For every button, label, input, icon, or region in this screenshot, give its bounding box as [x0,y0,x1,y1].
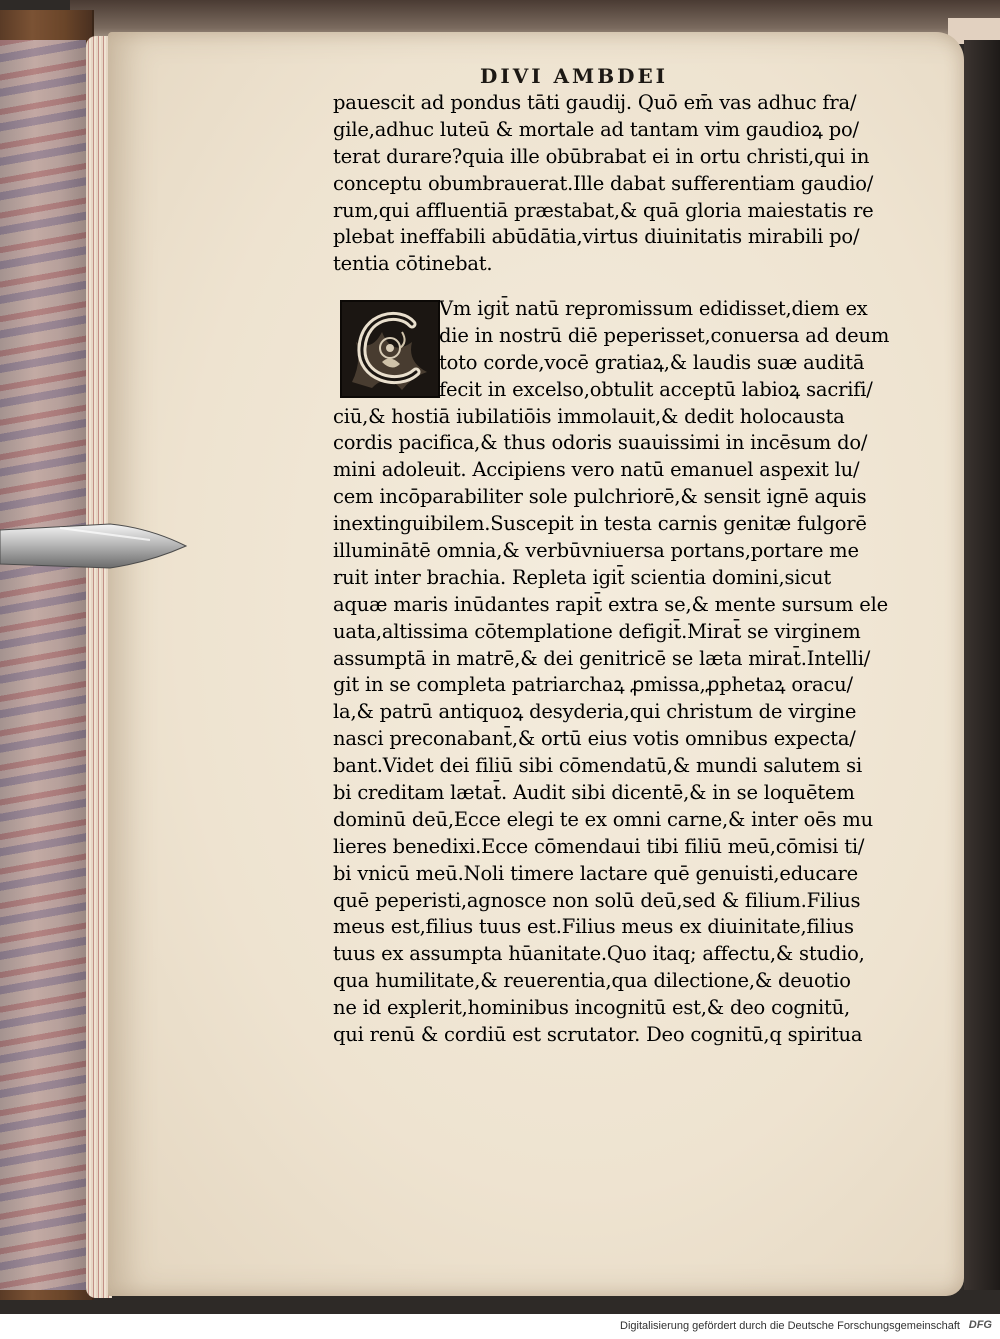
text-line: cem incōparabiliter sole pulchriorē,& sensit ignē aquis [333,485,867,509]
text-line: conceptu obumbrauerat.Ille dabat sufferentiam gaudio/ [333,171,874,195]
text-line: qui renū & cordiū est scrutator. Deo cognitū,q spiritua [333,1023,863,1047]
text-line: ne id explerit,hominibus incognitū est,& deo cognitū, [333,996,851,1020]
footer-credit: Digitalisierung gefördert durch die Deutsche Forschungsgemeinschaft [620,1320,960,1332]
text-line: toto corde,vocē gratiaꝝ,& laudis suæ auditā [439,350,865,374]
text-line: cordis pacifica,& thus odoris suauissimi in incēsum do/ [333,431,868,455]
text-line: pauescit ad pondus tāti gaudij. Quō em̄ vas adhuc fra/ [333,91,857,114]
text-line: die in nostrū diē peperisset,conuersa ad deum [439,323,890,347]
paragraph-2 [333,296,933,1049]
text-line: illuminātē omnia,& verbūvniuersa portans,portare me [333,539,859,563]
text-line: rum,qui affluentiā præstabat,& quā gloria maiestatis re [333,198,874,222]
text-line: tuus ex assumpta hūanitate.Quo itaq; affectu,& studio, [333,942,865,966]
text-line: assumptā in matrē,& dei genitricē se læta mirat̄.Intelli/ [333,646,871,670]
text-line: ciū,& hostiā iubilatiōis immolauit,& dedit holocausta [333,404,845,428]
marbled-endpaper [0,40,86,1290]
text-line: lieres benedixi.Ecce cōmendaui tibi filiū meū,cōmisi ti/ [333,834,865,858]
text-line: terat durare?quia ille obūbrabat ei in ortu christi,qui in [333,144,870,168]
text-line: tentia cōtinebat. [333,252,493,276]
book-pointer-clip-icon [0,520,190,572]
text-line: bant.Videt dei filiū sibi cōmendatū,& mundi salutem si [333,754,863,778]
text-line: bi creditam lætat̄. Audit sibi dicentē,& in se loquētem [333,781,855,805]
text-line: mini adoleuit. Accipiens vero natū emanuel aspexit lu/ [333,458,860,482]
digitization-footer [0,1314,1000,1339]
text-line: uata,altissima cōtemplatione defigit̄.Mirat̄ se virginem [333,619,861,643]
text-line: Vm igit̄ natū repromissum edidisset,diem ex [439,297,868,320]
page-shadow [964,40,1000,1290]
text-line: nasci preconabant̄,& ortū eius votis omnibus expecta/ [333,727,856,751]
paragraph-1 [333,90,933,278]
text-line: plebat ineffabili abūdātia,virtus diuinitatis mirabili po/ [333,225,860,249]
dfg-logo-icon: DFG [968,1319,992,1331]
text-line: qua humilitate,& reuerentia,qua dilectione,& deuotio [333,969,851,993]
running-head: DIVI AMBDEI [480,64,669,88]
text-line: gile,adhuc luteū & mortale ad tantam vim gaudioꝝ po/ [333,117,859,141]
text-line: bi vnicū meū.Noli timere lactare quē genuisti,educare [333,861,858,885]
text-line: dominū deū,Ecce elegi te ex omni carne,& inter oēs mu [333,807,873,831]
text-line: meus est,filius tuus est.Filius meus ex diuinitate,filius [333,915,854,939]
text-line: quē peperisti,agnosce non solū deū,sed & filium.Filius [333,888,861,912]
text-line: fecit in excelso,obtulit acceptū labioꝝ sacrifi/ [439,377,873,401]
text-line: inextinguibilem.Suscepit in testa carnis genitæ fulgorē [333,512,867,536]
text-line: la,& patrū antiquoꝝ desyderia,qui christum de virgine [333,700,857,724]
text-line: git in se completa patriarchaꝝ ꝓmissa,ꝓphetaꝝ oracu/ [333,673,853,697]
text-line: ruit inter brachia. Repleta igit̄ scientia domini,sicut [333,565,832,589]
text-line: aquæ maris inūdantes rapit̄ extra se,& mente sursum ele [333,592,889,616]
